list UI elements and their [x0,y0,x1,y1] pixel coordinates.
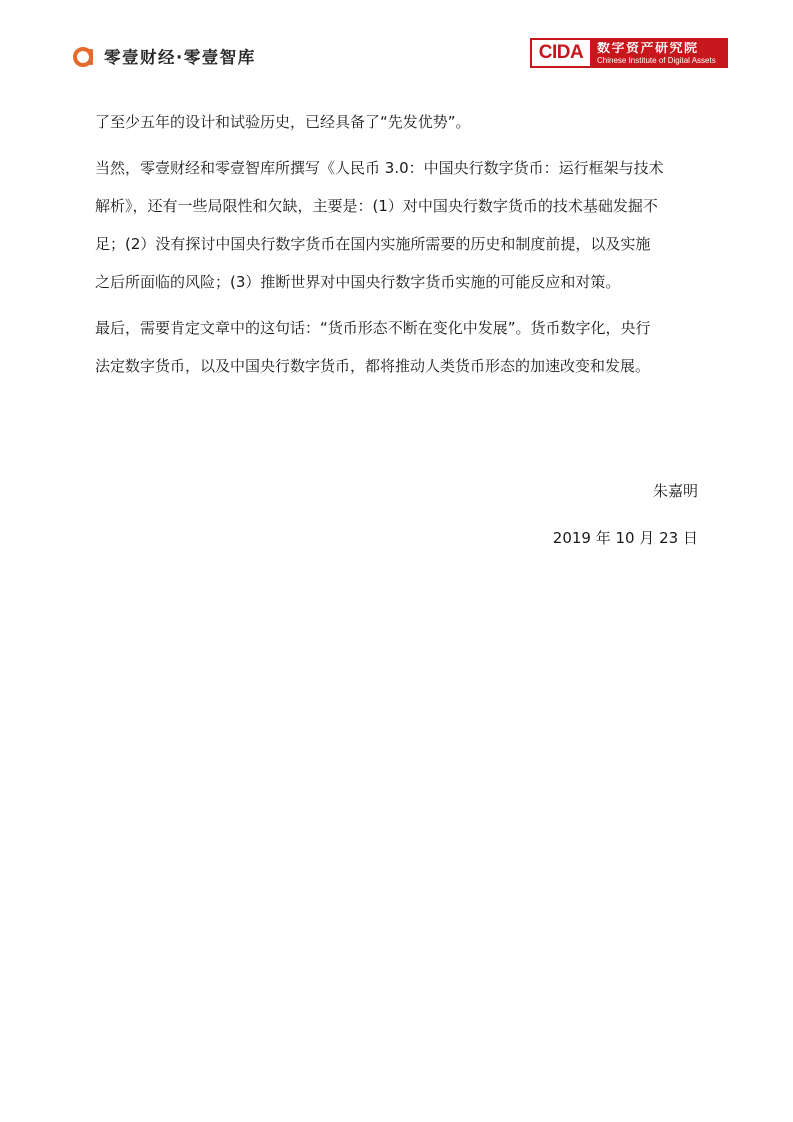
cida-english-name: Chinese Institute of Digital Assets [597,55,716,65]
text-line: 了至少五年的设计和试验历史，已经具备了“先发优势”。 [95,113,471,131]
cida-text [592,42,728,65]
cida-mark: CIDA [530,38,592,68]
document-date: 2019 年 10 月 23 日 [552,529,698,547]
text-line: 之后所面临的风险；(3）推断世界对中国央行数字货币实施的可能反应和对策。 [95,273,621,291]
text-line: 足；(2）没有探讨中国央行数字货币在国内实施所需要的历史和制度前提，以及实施 [95,235,651,253]
cida-logo [530,38,728,68]
text-line: 解析》，还有一些局限性和欠缺，主要是：(1）对中国央行数字货币的技术基础发掘不 [95,197,658,215]
text-line: 法定数字货币，以及中国央行数字货币，都将推动人类货币形态的加速改变和发展。 [95,357,651,375]
page-header [0,0,793,90]
lingyi-logo-icon [72,44,96,68]
cida-chinese-name: 数字资产研究院 [597,41,699,56]
paragraph [95,103,699,141]
brand-name: 零壹财经·零壹智库 [104,48,256,67]
text-line: 最后，需要肯定文章中的这句话：“货币形态不断在变化中发展”。货币数字化，央行 [95,319,651,337]
author-signature: 朱嘉明 [652,482,698,500]
document-body [95,103,699,393]
paragraph [95,149,699,301]
text-line: 当然，零壹财经和零壹智库所撰写《人民币 3.0：中国央行数字货币：运行框架与技术 [95,159,664,177]
lingyi-brand [72,42,256,70]
paragraph [95,309,699,385]
